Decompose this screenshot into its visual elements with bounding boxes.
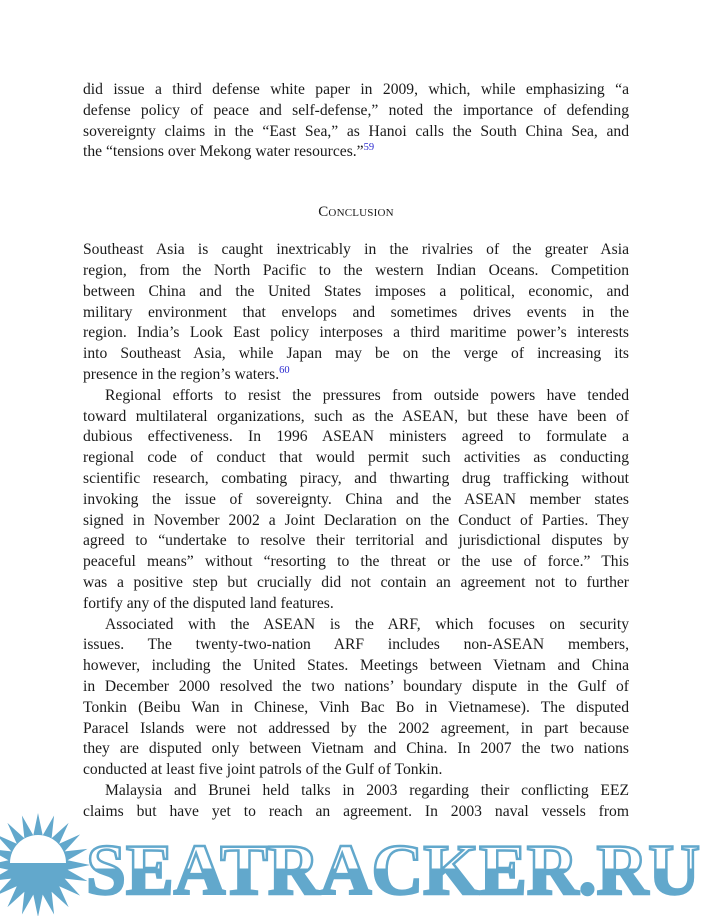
- line-text: did issue a third defense white paper in 2009, which, while emphasizing “a: [83, 81, 629, 98]
- line-text: toward multilateral organizations, such as the ASEAN, but these have been of: [83, 407, 629, 425]
- line-text: Southeast Asia is caught inextricably in the rivalries of the greater Asia: [83, 241, 629, 259]
- text-line: [83, 303, 629, 324]
- text-line: [83, 511, 629, 532]
- text-line: [83, 760, 629, 781]
- line-text: region. India’s Look East policy interposes a third maritime power’s interests: [83, 324, 629, 342]
- line-text: between China and the United States imposes a political, economic, and: [83, 282, 629, 300]
- text-line: [83, 282, 629, 303]
- sun-logo-icon: [0, 813, 90, 916]
- text-line: [83, 615, 629, 636]
- text-line: [83, 469, 629, 490]
- line-text: they are disputed only between Vietnam and China. In 2007 the two nations: [83, 740, 629, 758]
- text-line: [83, 122, 629, 143]
- paragraph: [83, 386, 629, 615]
- text-line: [83, 635, 629, 656]
- line-text: fortify any of the disputed land features.: [83, 594, 334, 612]
- text-line: [83, 101, 629, 122]
- line-text: region, from the North Pacific to the western Indian Oceans. Competition: [83, 261, 629, 279]
- text-line: [83, 261, 629, 282]
- line-text: Associated with the ASEAN is the ARF, which focuses on security: [105, 615, 629, 633]
- watermark-text: SEATRACKER.RU: [86, 830, 700, 910]
- line-text: defense policy of peace and self-defense,” noted the importance of defending: [83, 101, 629, 119]
- paragraph: [83, 80, 629, 163]
- section-heading: Conclusion: [318, 204, 394, 221]
- line-text: into Southeast Asia, while Japan may be on the verge of increasing its: [83, 345, 629, 363]
- line-text: dubious effectiveness. In 1996 ASEAN ministers agreed to formulate a: [83, 428, 629, 446]
- line-text: invoking the issue of sovereignty. China and the ASEAN member states: [83, 490, 629, 508]
- line-text: sovereignty claims in the “East Sea,” as Hanoi calls the South China Sea, and: [83, 122, 629, 140]
- line-text: agreed to “undertake to resolve their territorial and jurisdictional disputes by: [83, 532, 629, 550]
- line-text: Paracel Islands were not addressed by the 2002 agreement, in part because: [83, 719, 629, 737]
- line-text: was a positive step but crucially did not contain an agreement not to further: [83, 573, 629, 591]
- paragraph: [83, 240, 629, 386]
- text-line: [83, 781, 629, 802]
- text-line: [83, 490, 629, 511]
- text-line: [83, 240, 629, 261]
- line-text: Malaysia and Brunei held talks in 2003 regarding their conflicting EEZ: [105, 781, 629, 799]
- text-line: [83, 448, 629, 469]
- footnote-link[interactable]: 59: [363, 142, 375, 154]
- paragraph: [83, 615, 629, 781]
- text-line: [83, 344, 629, 365]
- text-line: [83, 142, 629, 163]
- text-line: [83, 594, 629, 615]
- text-line: [83, 80, 629, 101]
- text-line: [83, 407, 629, 428]
- text-line: [83, 365, 629, 386]
- line-text: issues. The twenty-two-nation ARF includes non-ASEAN members,: [83, 636, 629, 654]
- line-text: regional code of conduct that would permit such activities as conducting: [83, 449, 629, 467]
- text-line: [83, 698, 629, 719]
- line-text: claims but have yet to reach an agreement. In 2003 naval vessels from: [83, 802, 629, 820]
- text-line: [83, 719, 629, 740]
- line-text: in December 2000 resolved the two nations’ boundary dispute in the Gulf of: [83, 677, 629, 695]
- line-text: Regional efforts to resist the pressures from outside powers have tended: [105, 386, 629, 404]
- text-line: [83, 656, 629, 677]
- line-text: military environment that envelops and sometimes drives events in the: [83, 303, 629, 321]
- text-line: [83, 427, 629, 448]
- line-text: conducted at least five joint patrols of the Gulf of Tonkin.: [83, 761, 443, 779]
- footnote-link[interactable]: 60: [279, 364, 290, 376]
- text-line: [83, 677, 629, 698]
- line-text: signed in November 2002 a Joint Declaration on the Conduct of Parties. They: [83, 511, 629, 529]
- text-line: [83, 323, 629, 344]
- text-line: [83, 386, 629, 407]
- line-text: Tonkin (Beibu Wan in Chinese, Vinh Bac Bo in Vietnamese). The disputed: [83, 698, 629, 716]
- document-page: [83, 80, 629, 823]
- seatracker-watermark: [0, 810, 712, 916]
- text-line: [83, 531, 629, 552]
- text-line: [83, 739, 629, 760]
- line-text: presence in the region’s waters.: [83, 365, 280, 383]
- line-text: however, including the United States. Meetings between Vietnam and China: [83, 657, 629, 675]
- line-text: scientific research, combating piracy, and thwarting drug trafficking without: [83, 469, 629, 487]
- text-line: [83, 552, 629, 573]
- line-text: the “tensions over Mekong water resources.”: [83, 143, 364, 161]
- text-line: [83, 573, 629, 594]
- line-text: peaceful means” without “resorting to the threat or the use of force.” This: [83, 553, 629, 571]
